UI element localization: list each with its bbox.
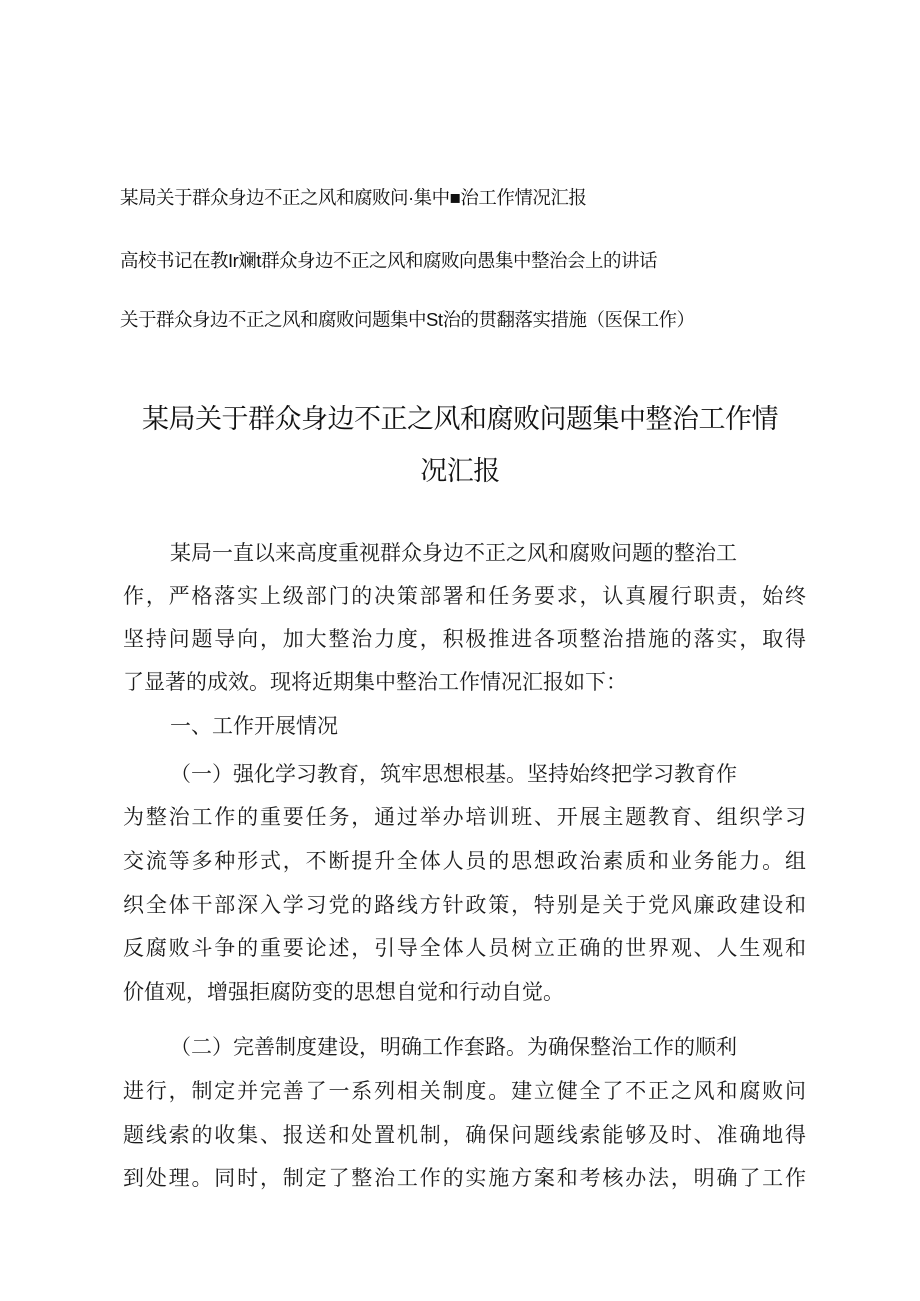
paragraph-line: 题线索的收集、报送和处置机制，确保问题线索能够及时、准确地得 bbox=[123, 1123, 806, 1147]
paragraph-line: 坚持问题导向，加大整治力度，积极推进各项整治措施的落实，取得 bbox=[123, 627, 806, 651]
document-title bbox=[110, 393, 810, 497]
document-body-continued bbox=[123, 1032, 806, 1192]
paragraph-line: 价值观，增强拒腐防变的思想自觉和行动自觉。 bbox=[123, 980, 564, 1004]
document-title-line: 某局关于群众身边不正之风和腐败问题集中整治工作情 bbox=[142, 404, 778, 434]
document-list-item: 关于群众身边不正之风和腐败问题集中St治的贯翻落实措施（医保工作） bbox=[120, 309, 695, 330]
document-list-item: 某局关于群众身边不正之风和腐败问·集中■治工作情况汇报 bbox=[120, 187, 587, 208]
paragraph-line: 交流等多种形式，不断提升全体人员的思想政治素质和业务能力。组 bbox=[123, 849, 806, 873]
paragraph-line: （二）完善制度建设，明确工作套路。为确保整治工作的顺利 bbox=[170, 1035, 737, 1059]
document-body bbox=[123, 538, 806, 1058]
paragraph-line: 某局一直以来高度重视群众身边不正之风和腐败问题的整治工 bbox=[170, 541, 737, 565]
paragraph-line: 到处理。同时，制定了整治工作的实施方案和考核办法，明确了工作 bbox=[123, 1166, 806, 1190]
paragraph-line: 反腐败斗争的重要论述，引导全体人员树立正确的世界观、人生观和 bbox=[123, 936, 806, 960]
paragraph-line: 进行，制定并完善了一系列相关制度。建立健全了不正之风和腐败问 bbox=[123, 1079, 806, 1103]
paragraph-line: 作，严格落实上级部门的决策部署和任务要求，认真履行职责，始终 bbox=[123, 584, 806, 608]
paragraph-line: 为整治工作的重要任务，通过举办培训班、开展主题教育、组织学习 bbox=[123, 805, 806, 829]
section-heading: 一、工作开展情况 bbox=[170, 714, 338, 738]
paragraph-line: 织全体干部深入学习党的路线方针政策，特别是关于党风廉政建设和 bbox=[123, 893, 806, 917]
document-list-item: 高校书记在教Ir斓t群众身边不正之风和腐败向愚集中整治会上的讲话 bbox=[120, 250, 657, 271]
paragraph-line: （一）强化学习教育，筑牢思想根基。坚持始终把学习教育作 bbox=[170, 762, 737, 786]
document-title-line: 况汇报 bbox=[420, 456, 500, 486]
paragraph-line: 了显著的成效。现将近期集中整治工作情况汇报如下： bbox=[123, 670, 627, 694]
